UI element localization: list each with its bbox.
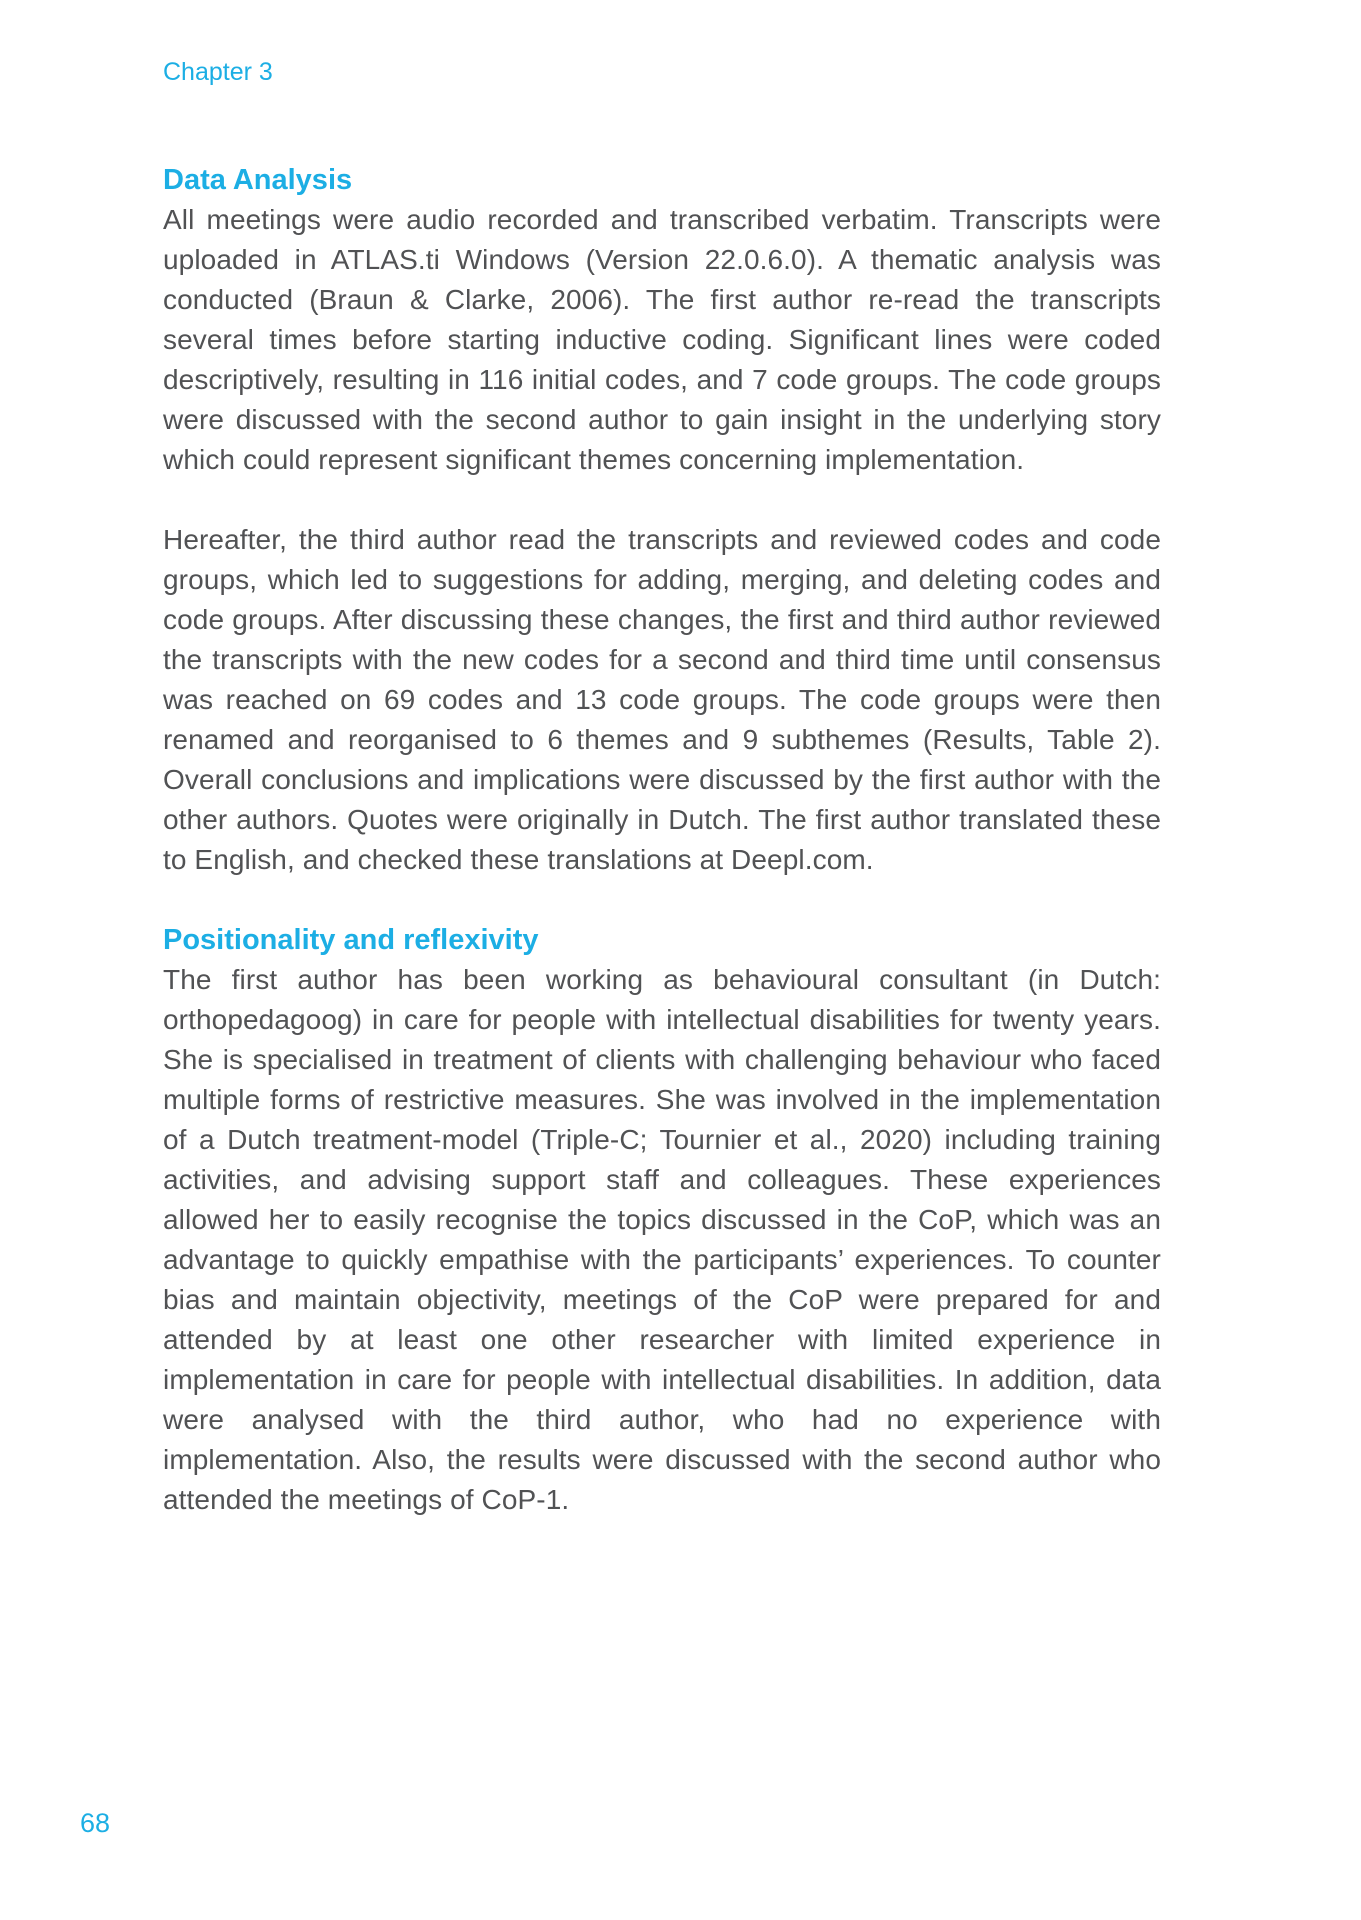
page-number: 68	[80, 1808, 111, 1838]
section-heading-data-analysis: Data Analysis	[163, 164, 353, 196]
paragraph-data-analysis-2: Hereafter, the third author read the transcripts and reviewed codes and code groups, which led to suggestions for adding, merging, and deleting codes and code groups. After discussing these changes, the first and third author reviewed the transcripts with the new codes for a second and third time until consensus was reached on 69 codes and 13 code groups. The code groups were then renamed and reorganised to 6 themes and 9 subthemes (Results, Table 2). Overall conclusions and implications were discussed by the first author with the other authors. Quotes were originally in Dutch. The first author translated these to English, and checked these translations at Deepl.com.	[163, 524, 1161, 875]
section-positionality	[163, 920, 1161, 1520]
chapter-label: Chapter 3	[163, 58, 273, 86]
paragraph-data-analysis-1: All meetings were audio recorded and transcribed verbatim. Transcripts were uploaded in ATLAS.ti Windows (Version 22.0.6.0). A thematic analysis was conducted (Braun & Clarke, 2006). The first author re-read the transcripts several times before starting inductive coding. Significant lines were coded descriptively, resulting in 116 initial codes, and 7 code groups. The code groups were discussed with the second author to gain insight in the underlying story which could represent significant themes concerning implementation.	[163, 204, 1161, 475]
section-heading-positionality: Positionality and reflexivity	[163, 924, 539, 956]
page-content	[163, 160, 1161, 1560]
paragraph-positionality-1: The first author has been working as behavioural consultant (in Dutch: orthopedagoog) in care for people with intellectual disabilities for twenty years. She is specialised in treatment of clients with challenging behaviour who faced multiple forms of restrictive measures. She was involved in the implementation of a Dutch treatment-model (Triple-C; Tournier et al., 2020) including training activities, and advising support staff and colleagues. These experiences allowed her to easily recognise the topics discussed in the CoP, which was an advantage to quickly empathise with the participants’ experiences. To counter bias and maintain objectivity, meetings of the CoP were prepared for and attended by at least one other researcher with limited experience in implementation in care for people with intellectual disabilities. In addition, data were analysed with the third author, who had no experience with implementation. Also, the results were discussed with the second author who attended the meetings of CoP-1.	[163, 964, 1161, 1515]
section-data-analysis	[163, 160, 1161, 880]
